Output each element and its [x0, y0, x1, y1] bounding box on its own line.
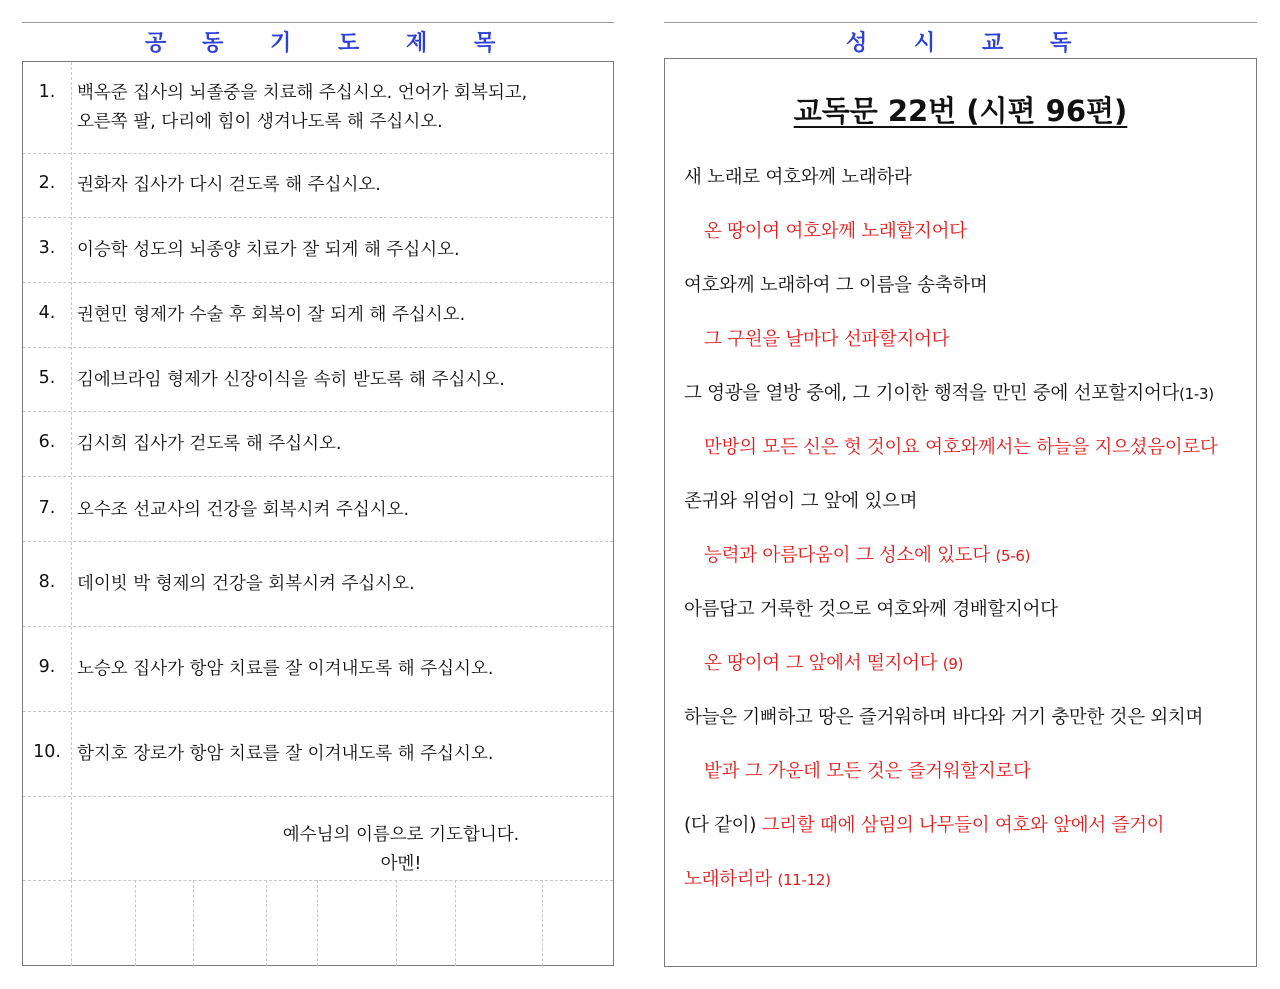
- title-char: 목: [474, 31, 496, 56]
- leader-line: [684, 379, 1214, 405]
- verse-reference: (1-3): [1179, 385, 1214, 403]
- grid-divider: [455, 880, 456, 966]
- prayer-row: [23, 477, 613, 542]
- title-char: 독: [1050, 31, 1072, 56]
- all-line: [684, 811, 1164, 837]
- prayer-number: 4.: [38, 303, 56, 323]
- grid-divider: [193, 880, 194, 966]
- prayer-text: 권화자 집사가 다시 걷도록 해 주십시오.: [77, 175, 381, 195]
- people-line: 만방의 모든 신은 헛 것이요 여호와께서는 하늘을 지으셨음이로다: [704, 437, 1218, 458]
- amen-line: 아멘!: [380, 854, 422, 874]
- title-char: 교: [982, 31, 1004, 56]
- prayer-text: 노승오 집사가 항암 치료를 잘 이겨내도록 해 주십시오.: [77, 659, 494, 679]
- line-text: 능력과 아름다움이 그 성소에 있도다: [704, 545, 990, 566]
- all-prefix: (다 같이): [684, 815, 757, 836]
- reading-title: 교독문 22번 (시편 96편): [793, 94, 1128, 128]
- prayer-text: 김에브라임 형제가 신장이식을 속히 받도록 해 주십시오.: [77, 370, 505, 390]
- verse-reference: (11-12): [777, 871, 831, 889]
- prayer-number: 9.: [38, 657, 56, 677]
- prayer-number: 8.: [38, 572, 56, 592]
- empty-grid-area: [23, 880, 613, 966]
- prayer-number: 3.: [38, 238, 56, 258]
- line-text: 그리할 때에 삼림의 나무들이 여호와 앞에서 즐거이: [761, 815, 1165, 836]
- prayer-number: 10.: [33, 742, 61, 762]
- grid-divider: [317, 880, 318, 966]
- leader-line: 존귀와 위엄이 그 앞에 있으며: [684, 491, 918, 512]
- grid-divider: [396, 880, 397, 966]
- title-char: 시: [914, 31, 936, 56]
- prayer-text-line: 백옥준 집사의 뇌졸중을 치료해 주십시오. 언어가 회복되고,: [77, 83, 528, 103]
- grid-divider: [542, 880, 543, 966]
- title-char: 제: [406, 31, 428, 56]
- prayer-list-panel: [22, 61, 614, 966]
- verse-reference: (9): [942, 655, 964, 673]
- prayer-number: 2.: [38, 173, 56, 193]
- prayer-row: [23, 154, 613, 218]
- title-char: 동: [202, 31, 224, 56]
- prayer-row: [23, 348, 613, 412]
- prayer-text: 권현민 형제가 수술 후 회복이 잘 되게 해 주십시오.: [77, 305, 466, 325]
- grid-divider: [266, 880, 267, 966]
- prayer-text: 데이빗 박 형제의 건강을 회복시켜 주십시오.: [77, 574, 415, 594]
- prayer-text: [77, 79, 597, 137]
- prayer-number: 5.: [38, 368, 56, 388]
- closing-line: 예수님의 이름으로 기도합니다.: [282, 825, 520, 845]
- prayer-row: [23, 627, 613, 712]
- leader-line: 여호와께 노래하여 그 이름을 송축하며: [684, 275, 988, 296]
- prayer-number: 6.: [38, 432, 56, 452]
- prayer-text: 이승학 성도의 뇌종양 치료가 잘 되게 해 주십시오.: [77, 240, 460, 260]
- prayer-row: [23, 712, 613, 797]
- responsive-reading-panel: [664, 58, 1257, 967]
- prayer-text: 오수조 선교사의 건강을 회복시켜 주십시오.: [77, 500, 410, 520]
- leader-line: 아름답고 거룩한 것으로 여호와께 경배할지어다: [684, 599, 1058, 620]
- line-text: 온 땅이여 그 앞에서 떨지어다: [704, 653, 938, 674]
- title-char: 도: [338, 31, 360, 56]
- title-char: 기: [270, 31, 292, 56]
- people-line: 그 구원을 날마다 선파할지어다: [704, 329, 950, 350]
- right-header-rule: [664, 22, 1257, 23]
- title-char: 성: [846, 31, 868, 56]
- people-line: 온 땅이여 여호와께 노래할지어다: [704, 221, 967, 242]
- prayer-number: 1.: [38, 82, 56, 102]
- grid-divider: [135, 880, 136, 966]
- grid-divider: [71, 880, 72, 966]
- prayer-row: [23, 412, 613, 477]
- people-line: 밭과 그 가운데 모든 것은 즐거워할지로다: [704, 761, 1031, 782]
- prayer-row: [23, 283, 613, 348]
- prayer-row: [23, 218, 613, 283]
- closing-row: [23, 797, 613, 881]
- all-line-continued: [684, 865, 831, 891]
- prayer-text-line: 오른쪽 팔, 다리에 힘이 생겨나도록 해 주십시오.: [77, 112, 443, 132]
- prayer-row: [23, 62, 613, 154]
- prayer-text: 김시희 집사가 걷도록 해 주십시오.: [77, 434, 342, 454]
- leader-line: 하늘은 기뻐하고 땅은 즐거워하며 바다와 거기 충만한 것은 외치며: [684, 707, 1204, 728]
- prayer-number: 7.: [38, 498, 56, 518]
- left-header-rule: [22, 22, 614, 23]
- people-line: [704, 649, 963, 675]
- prayer-text: 함지호 장로가 항암 치료를 잘 이겨내도록 해 주십시오.: [77, 744, 494, 764]
- line-text: 그 영광을 열방 중에, 그 기이한 행적을 만민 중에 선포할지어다: [684, 383, 1180, 404]
- closing-prayer: [201, 821, 601, 879]
- prayer-row: [23, 542, 613, 627]
- leader-line: 새 노래로 여호와께 노래하라: [684, 167, 912, 188]
- people-line: [704, 541, 1030, 567]
- verse-reference: (5-6): [995, 547, 1031, 565]
- line-text: 노래하리라: [684, 869, 772, 890]
- title-char: 공: [145, 31, 167, 56]
